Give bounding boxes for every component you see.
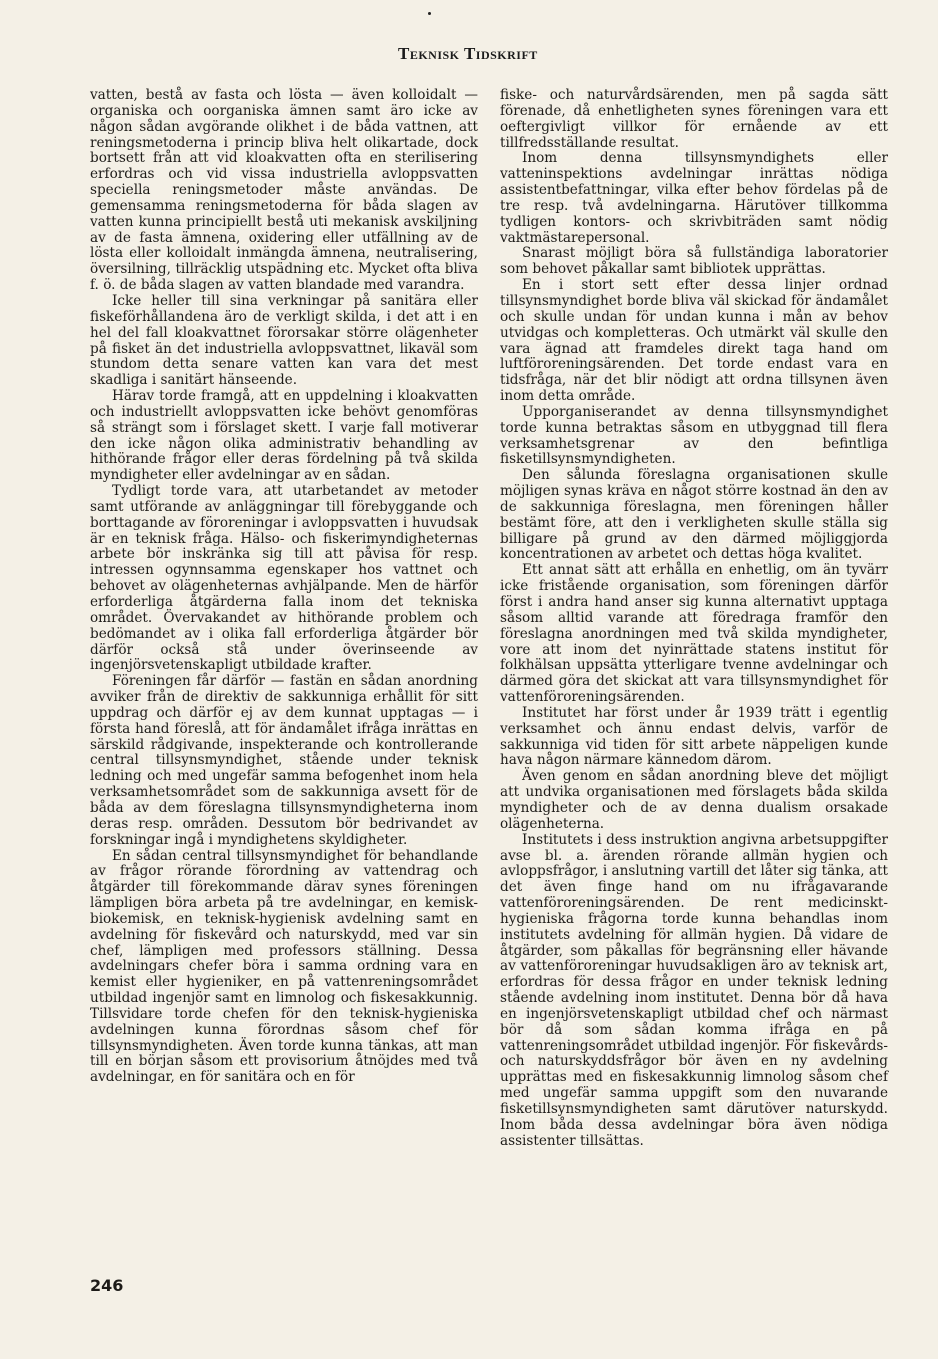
paragraph: Upporganiserandet av denna tillsynsmyndighet torde kunna betraktas såsom en utbyggnad till flera verksamhetsgrenar av den befintliga fisketillsynsmyndigheten.	[500, 403, 888, 468]
print-speck	[428, 12, 431, 15]
paragraph: Institutet har först under år 1939 trätt i egentlig verksamhet och ännu endast delvis, varför de sakkunniga vid tiden för sitt arbete näppeligen kunde hava någon närmare kännedom därom.	[500, 704, 888, 769]
paragraph: fiske- och naturvårdsärenden, men på sagda sätt förenade, då enhetligheten synes föreningen vara ett oeftergivligt villkor för ernående av ett tillfredsställande resultat.	[500, 87, 888, 151]
paragraph: Föreningen får därför — fastän en sådan anordning avviker från de direktiv de sakkunniga erhållit för sitt uppdrag och därför ej av dem kunnat upptagas — i första hand föreslå, att för ändamålet ifråga inrättas en särskild rådgivande, inspekterande och kontrollerande central tillsynsmyndighet, stående under teknisk ledning och med ungefär samma befogenhet inom hela verksamhetsområdet som de sakkunniga avsett för de båda av dem föreslagna tillsynsmyndigheterna inom deras resp. områden. Dessutom bör bedrivandet av forskningar ingå i myndighetens skyldigheter.	[90, 673, 478, 848]
paragraph: Även genom en sådan anordning bleve det möjligt att undvika organisationen med förslagets båda skilda myndigheter och de av denna dualism orsakade olägenheterna.	[500, 768, 888, 832]
paragraph: Inom denna tillsynsmyndighets eller vatteninspektions avdelningar inrättas nödiga assistentbefattningar, vilka efter behov fördelas på de tre resp. två avdelningarna. Härutöver tillkomma tydligen kontors- och skrivbiträden samt nödig vaktmästarepersonal.	[500, 150, 888, 246]
paragraph: En sådan central tillsynsmyndighet för behandlande av frågor rörande förordning av vattendrag och åtgärder till förekommande därav synes föreningen lämpligen böra arbeta på tre avdelningar, en kemisk-biokemisk, en teknisk-hygienisk avdelning samt en avdelning för fiskevård och naturskydd, med var sin chef, lämpligen med professors ställning. Dessa avdelningars chefer böra i samma ordning vara en kemist eller hygieniker, en på vattenreningsområdet utbildad ingenjör samt en limnolog och fiskesakkunnig. Tillsvidare torde chefen för den teknisk-hygieniska avdelningen kunna förordnas såsom chef för tillsynsmyndigheten. Även torde kunna tänkas, att man till en början såsom ett provisorium åtnöjdes med två avdelningar, en för sanitära och en för	[90, 847, 478, 1086]
paragraph: Härav torde framgå, att en uppdelning i kloakvatten och industriellt avloppsvatten icke behövt genomföras så strängt som i förslaget skett. I varje fall motiverar den icke någon olika administrativ behandling av hithörande frågor eller deras fördelning på två skilda myndigheter eller avdelningar av en sådan.	[90, 388, 478, 484]
paragraph: Tydligt torde vara, att utarbetandet av metoder samt utförande av anläggningar till förebyggande och borttagande av föroreningar i avloppsvatten i huvudsak är en teknisk fråga. Hälso- och fiskerimyndigheternas arbete bör inskränka sig till att påvisa för resp. intressen ogynnsamma egenskaper hos vattnet och behovet av olägenheternas avhjälpande. Men de härför erforderliga åtgärderna falla inom det tekniska området. Övervakandet av hithörande problem och bedömandet av i olika fall erforderliga åtgärder bör därför också stå under överinseende av ingenjörsvetenskapligt utbildade krafter.	[90, 483, 478, 674]
paragraph: Ett annat sätt att erhålla en enhetlig, om än tyvärr icke fristående organisation, som föreningen därför först i andra hand anser sig kunna alternativt upptaga såsom alltid varande att föredraga framför den föreslagna anordningen med två skilda myndigheter, vore att inom det nyinrättade statens institut för folkhälsan uppsätta ytterligare tvenne avdelningar och därmed göra det skickat att vara tillsynsmyndighet för vattenföroreningsärenden.	[500, 562, 888, 706]
paragraph: Icke heller till sina verkningar på sanitära eller fiskeförhållandena äro de verkligt skilda, i det att i en hel del fall kloakvattnet förorsakar större olägenheter på fisket än det industriella avloppsvattnet, likaväl som stundom detta senare vatten kan vara det mest skadliga i sanitärt hänseende.	[90, 292, 478, 389]
paragraph: Den sålunda föreslagna organisationen skulle möjligen synas kräva en något större kostnad än den av de sakkunniga föreslagna, men föreningen håller bestämt före, att den i verkligheten skulle ställa sig billigare på grund av den därmed möjliggjorda koncentrationen av arbetet och dettas höga kvalitet.	[500, 467, 888, 563]
paragraph: Institutets i dess instruktion angivna arbetsuppgifter avse bl. a. ärenden rörande allmän hygien och avloppsfrågor, i anslutning vartill det låter sig tänka, att det även finge hand om nu ifrågavarande vattenföroreningsärenden. De rent medicinskt-hygieniska frågorna torde kunna behandlas inom institutets avdelning för allmän hygien. Då vidare de åtgärder, som påkallas för begränsning eller hävande av vattenföroreningar huvudsakligen äro av teknisk art, erfordras för dessa frågor en under teknisk ledning stående avdelning inom institutet. Denna bör då hava en ingenjörsvetenskapligt utbildad chef och närmast bör då som sådan komma ifråga en på vattenreningsområdet utbildad ingenjör. För fiskevårds- och naturskyddsfrågor bör även en ny avdelning upprättas med en fiskesakkunnig limnolog såsom chef med ungefär samma uppgift som den nuvarande fisketillsynsmyndigheten samt därutöver naturskydd. Inom båda dessa avdelningar böra även nödiga assistenter tillsättas.	[500, 831, 888, 1149]
left-column	[90, 88, 478, 1086]
right-column	[500, 88, 888, 1150]
page-number: 246	[90, 1276, 124, 1295]
paragraph: En i stort sett efter dessa linjer ordnad tillsynsmyndighet borde bliva väl skickad för ändamålet och skulle undan för undan kunna i mån av behov utvidgas och kompletteras. Och utmärkt väl skulle den vara ägnad att framdeles direkt taga hand om luftföroreningsärenden. Det torde endast vara en tidsfråga, när det blir nödigt att ordna tillsynen även inom detta område.	[500, 277, 888, 405]
paragraph: Snarast möjligt böra så fullständiga laboratorier som behovet påkallar samt bibliotek upprättas.	[500, 245, 888, 278]
paragraph: vatten, bestå av fasta och lösta — även kolloidalt — organiska och oorganiska ämnen samt äro icke av någon sådan avgörande olikhet i de båda vattnen, att reningsmetoderna i princip bliva helt olikartade, dock bortsett från att vid kloakvatten ofta en sterilisering erfordras och vid vissa industriella avloppsvatten speciella reningsmetoder måste användas. De gemensamma reningsmetoderna för båda slagen av vatten kunna principiellt bestå uti mekanisk avskiljning av de fasta ämnena, oxidering eller utfällning av de lösta eller kolloidalt inmängda ämnena, neutralisering, översilning, tillräcklig utspädning etc. Mycket ofta bliva f. ö. de båda slagen av vatten blandade med varandra.	[90, 87, 478, 294]
journal-masthead: Teknisk Tidskrift	[398, 44, 538, 63]
